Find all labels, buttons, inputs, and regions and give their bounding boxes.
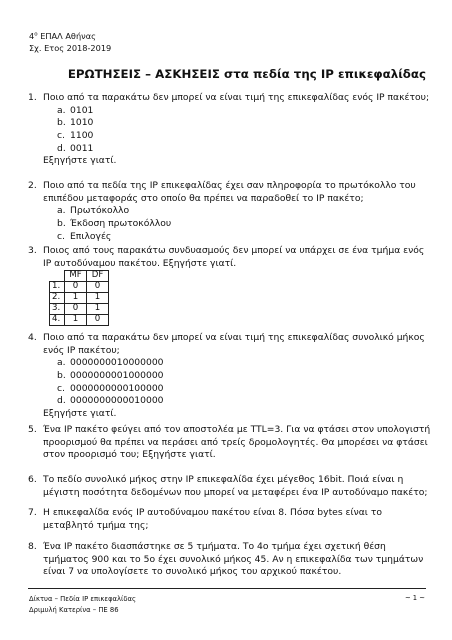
options-list	[57, 357, 433, 408]
question-6	[28, 474, 433, 499]
question-2	[28, 180, 433, 243]
question-7	[28, 507, 433, 532]
option-item: c. Επιλογές	[57, 230, 112, 242]
option-item: b. Έκδοση πρωτοκόλλου	[57, 218, 172, 230]
table-row: 4. 1 0	[50, 314, 109, 325]
question-number: 6.	[28, 474, 37, 485]
options-list	[57, 105, 433, 156]
table-row: 2. 1 1	[50, 293, 109, 304]
question-text: Το πεδίο συνολικό μήκος στην IP επικεφαλίδα έχει μέγεθος 16bit. Ποιά είναι η μέγιστη ποσότητα δεδομένων που μπορεί να μεταφέρει ένα IP αυτοδύναμο πακέτο;	[43, 474, 428, 498]
mf-df-table	[49, 270, 109, 325]
explain-text: Εξηγήστε γιατί.	[43, 408, 117, 420]
document-title: ΕΡΩΤΗΣΕΙΣ – ΑΣΚΗΣΕΙΣ στα πεδία της IP επικεφαλίδας	[67, 67, 426, 81]
option-item: d. 0011	[57, 142, 94, 154]
table-header-row	[50, 271, 109, 282]
options-list	[57, 205, 433, 243]
question-number: 3.	[28, 245, 37, 256]
school-year: Σχ. Ετος 2018-2019	[29, 43, 112, 54]
option-item: d. 0000000000010000	[57, 395, 164, 407]
option-item: a. Πρωτόκολλο	[57, 205, 130, 217]
question-number: 7.	[28, 507, 37, 518]
question-number: 5.	[28, 424, 37, 435]
table-row: 3. 0 1	[50, 304, 109, 315]
question-text: Ένα IP πακέτο φεύγει από τον αποστολέα με TTL=3. Για να φτάσει στον υπολογιστή προορισμού θα πρέπει να περάσει από τρείς δρομολογητές. Θα μπορέσει να φτάσει στον προορισμό του; Εξηγήστε γιατί.	[43, 424, 431, 461]
question-text: Ποιο από τα παρακάτω δεν μπορεί να είναι τιμή της επικεφαλίδας συνολικό μήκος ενός IP πακέτου;	[43, 332, 425, 356]
explain-text: Εξηγήστε γιατί.	[43, 155, 117, 167]
option-item: b. 1010	[57, 117, 94, 129]
option-item: c. 1100	[57, 130, 94, 142]
question-text: Ένα IP πακέτο διασπάστηκε σε 5 τμήματα. Το 4ο τμήμα έχει σχετική θέση τμήματος 900 και το 5ο έχει συνολικό μήκος 45. Αν η επικεφαλίδα των τμημάτων είναι 7 να υπολογίσετε το συνολικό μήκος του αρχικού πακέτου.	[43, 541, 424, 578]
table-row: 1. 0 0	[50, 282, 109, 293]
question-8	[28, 541, 433, 579]
page-number: ~ 1 ~	[404, 594, 425, 602]
question-number: 1.	[28, 92, 37, 103]
footer-divider	[28, 588, 426, 589]
question-number: 2.	[28, 180, 37, 191]
question-text: Ποιος από τους παρακάτω συνδυασμούς δεν μπορεί να υπάρχει σε ένα τμήμα ενός IP αυτοδύναμου πακέτου. Εξηγήστε γιατί.	[43, 245, 425, 269]
column-header: MF	[65, 271, 87, 282]
question-5	[28, 424, 433, 462]
question-text: Ποιο από τα παρακάτω δεν μπορεί να είναι τιμή της επικεφαλίδας ενός IP πακέτου;	[43, 92, 430, 103]
footer-info	[29, 594, 136, 616]
footer-author: Δριμυλή Κατερίνα – ΠΕ 86	[29, 605, 119, 614]
column-header: DF	[87, 271, 109, 282]
option-item: a. 0000000010000000	[57, 357, 164, 369]
question-1	[28, 92, 433, 168]
question-4	[28, 332, 433, 421]
question-number: 8.	[28, 541, 37, 552]
question-number: 4.	[28, 332, 37, 343]
option-item: b. 0000000001000000	[57, 370, 164, 382]
school-name: $4^o$ ΕΠΑΛ Αθήνας	[29, 31, 96, 41]
document-header	[29, 30, 111, 55]
option-item: a. 0101	[57, 104, 94, 116]
question-text: Ποιο από τα πεδία της IP επικεφαλίδας έχει σαν πληροφορία το πρωτόκολλο του επιπέδου μεταφοράς στο οποίο θα πρέπει να παραδοθεί το IP πακέτο;	[43, 180, 416, 204]
footer-course: Δίκτυα – Πεδία IP επικεφαλίδας	[29, 595, 136, 603]
question-3	[28, 245, 433, 326]
option-item: c. 0000000000100000	[57, 382, 164, 394]
question-text: Η επικεφαλίδα ενός IP αυτοδύναμου πακέτου είναι 8. Πόσα bytes είναι το μεταβλητό τμήμα της;	[43, 507, 382, 531]
